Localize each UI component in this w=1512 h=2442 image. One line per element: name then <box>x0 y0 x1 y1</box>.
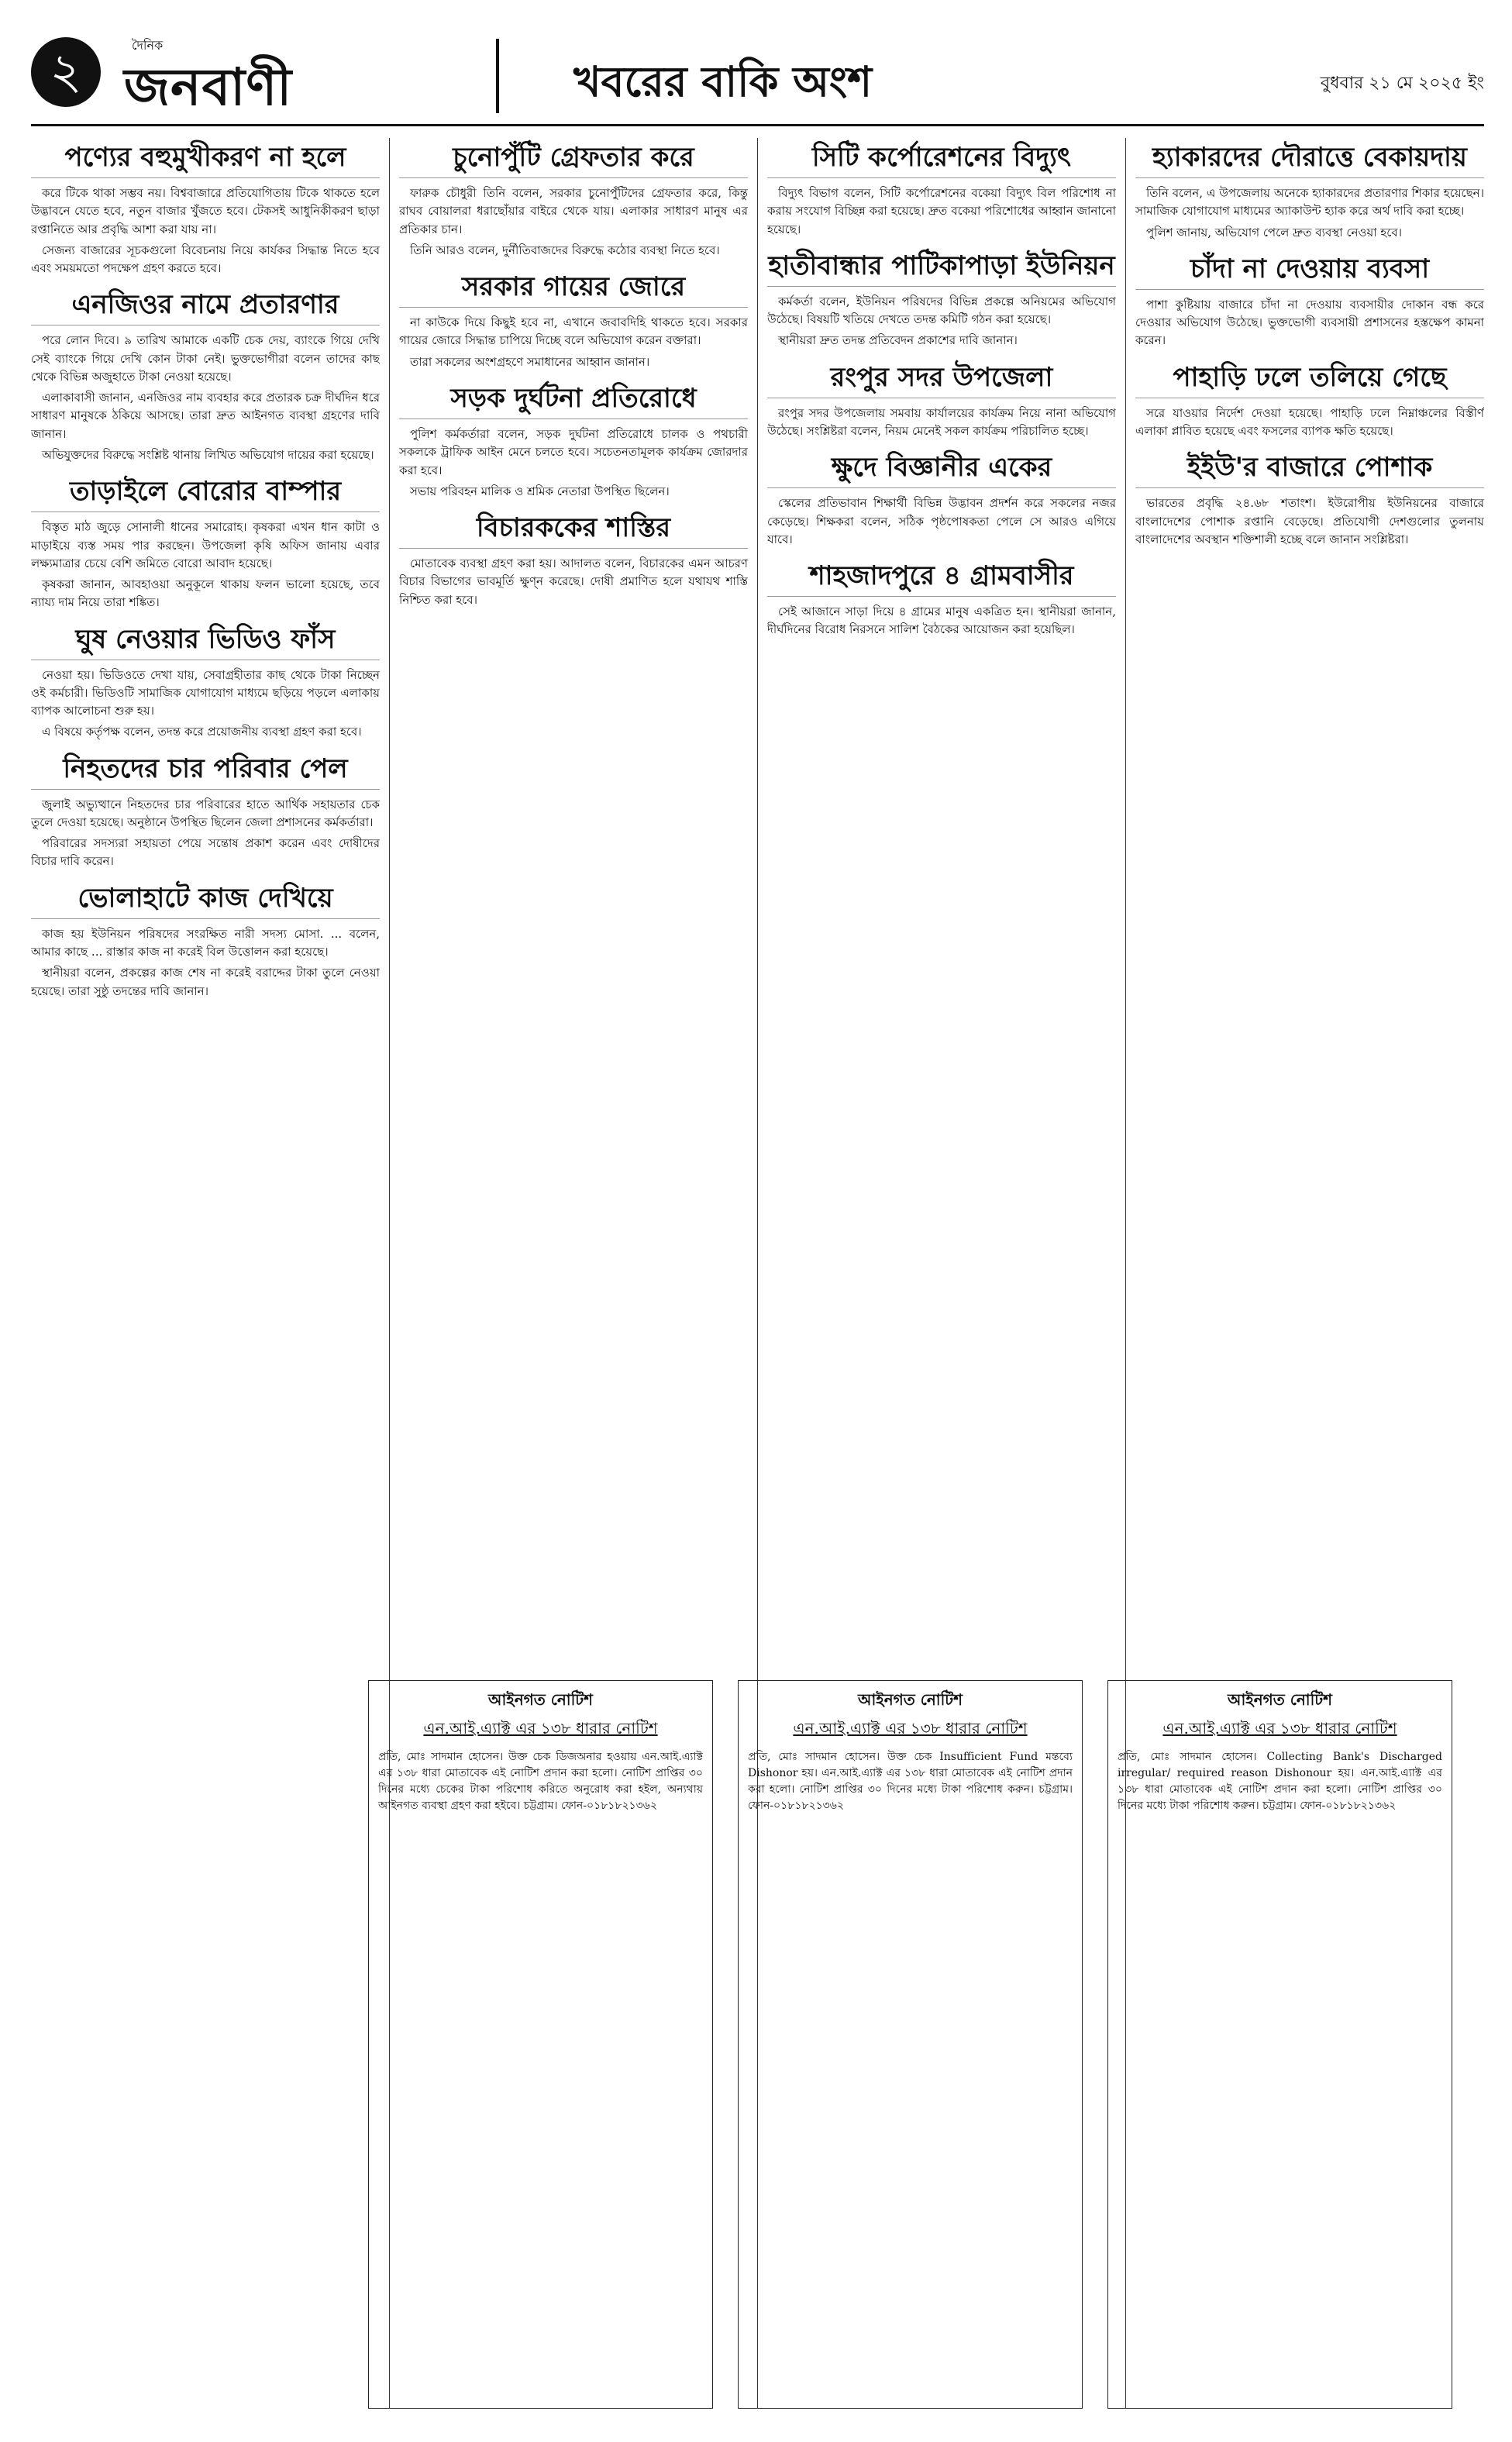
story-paragraph: মোতাবেক ব্যবস্থা গ্রহণ করা হয়। আদালত বলেন, বিচারকের এমন আচরণ বিচার বিভাগের ভাবমূর্তি ক্ষুণ্ন করেছে। দোষী প্রমাণিত হলে যথাযথ শাস্তি নিশ্চিত করা হবে। <box>399 556 748 607</box>
story-paragraph: বিস্তৃত মাঠ জুড়ে সোনালী ধানের সমারোহ। কৃষকরা এখন ধান কাটা ও মাড়াইয়ে ব্যস্ত সময় পার করছেন। উপজেলা কৃষি অফিস জানায় এবার লক্ষ্যমাত্রার চেয়ে বেশি জমিতে বোরো আবাদ হয়েছে। <box>31 520 380 570</box>
story-paragraph: অভিযুক্তদের বিরুদ্ধে সংশ্লিষ্ট থানায় লিখিত অভিযোগ দায়ের করা হয়েছে। <box>42 447 374 462</box>
story-paragraph: পুলিশ কর্মকর্তারা বলেন, সড়ক দুর্ঘটনা প্রতিরোধে চালক ও পথচারী সকলকে ট্রাফিক আইন মেনে চলতে হবে। সচেতনতামূলক কার্যক্রম জোরদার করা হবে। <box>399 427 748 477</box>
news-story <box>767 143 1116 239</box>
story-body <box>31 666 380 742</box>
legal-notice <box>368 1680 713 2409</box>
dateline: বুধবার ২১ মে ২০২৫ ইং <box>1320 74 1484 93</box>
news-story <box>767 251 1116 350</box>
story-body <box>767 494 1116 549</box>
story-headline: চাঁদা না দেওয়ায় ব্যবসা <box>1135 254 1484 290</box>
story-headline: রংপুর সদর উপজেলা <box>767 363 1116 398</box>
story-paragraph: কাজ হয় ইউনিয়ন পরিষদের সংরক্ষিত নারী সদস্য মোসা. ... বলেন, আমার কাছে ... রাস্তার কাজ না করেই বিল উত্তোলন করা হয়েছে। <box>31 926 380 959</box>
story-body <box>399 425 748 501</box>
story-paragraph: স্কেলের প্রতিভাবান শিক্ষার্থী বিভিন্ন উদ্ভাবন প্রদর্শন করে সকলের নজর কেড়েছে। শিক্ষকরা বলেন, সঠিক পৃষ্ঠপোষকতা পেলে সে আরও এগিয়ে যাবে। <box>767 496 1116 546</box>
page-number: ২ <box>31 37 101 107</box>
story-headline: পণ্যের বহুমুখীকরণ না হলে <box>31 143 380 178</box>
story-paragraph: বিদ্যুৎ বিভাগ বলেন, সিটি কর্পোরেশনের বকেয়া বিদ্যুৎ বিল পরিশোধ না করায় সংযোগ বিচ্ছিন্ন করা হয়েছে। দ্রুত বকেয়া পরিশোধের আহ্বান জানানো হয়েছে। <box>767 186 1116 236</box>
story-headline: সড়ক দুর্ঘটনা প্রতিরোধে <box>399 384 748 419</box>
news-story <box>1135 254 1484 350</box>
story-body <box>1135 405 1484 441</box>
news-story <box>31 290 380 464</box>
story-headline: সিটি কর্পোরেশনের বিদ্যুৎ <box>767 143 1116 178</box>
story-headline: ঘুষ নেওয়ার ভিডিও ফাঁস <box>31 625 380 660</box>
news-story <box>1135 143 1484 242</box>
story-paragraph: এ বিষয়ে কর্তৃপক্ষ বলেন, তদন্ত করে প্রয়োজনীয় ব্যবস্থা গ্রহণ করা হবে। <box>42 725 362 739</box>
story-paragraph: জুলাই অভ্যুত্থানে নিহতদের চার পরিবারের হাতে আর্থিক সহায়তার চেক তুলে দেওয়া হয়েছে। অনুষ্ঠানে উপস্থিত ছিলেন জেলা প্রশাসনের কর্মকর্তারা। <box>31 797 380 829</box>
story-headline: হ্যাকারদের দৌরাত্তে বেকায়দায় <box>1135 143 1484 178</box>
news-story <box>767 561 1116 639</box>
story-headline: চুনোপুঁটি গ্রেফতার করে <box>399 143 748 178</box>
story-paragraph: কর্মকর্তা বলেন, ইউনিয়ন পরিষদের বিভিন্ন প্রকল্পে অনিয়মের অভিযোগ উঠেছে। বিষয়টি খতিয়ে দেখতে তদন্ত কমিটি গঠন করা হয়েছে। <box>767 294 1116 327</box>
news-story <box>399 384 748 501</box>
story-headline: পাহাড়ি ঢলে তলিয়ে গেছে <box>1135 363 1484 398</box>
story-paragraph: এলাকাবাসী জানান, এনজিওর নাম ব্যবহার করে প্রতারক চক্র দীর্ঘদিন ধরে সাধারণ মানুষকে ঠকিয়ে আসছে। তারা দ্রুত আইনগত ব্যবস্থা গ্রহণের দাবি জানান। <box>31 391 380 441</box>
news-story <box>399 272 748 371</box>
notice-kicker: আইনগত নোটিশ <box>857 1690 963 1709</box>
legal-notice <box>738 1680 1083 2409</box>
story-body <box>399 314 748 371</box>
story-paragraph: পাশা কুষ্টিয়ায় বাজারে চাঁদা না দেওয়ায় ব্যবসায়ীর দোকান বন্ধ করে দেওয়ার অভিযোগ উঠেছে। ভুক্তভোগী ব্যবসায়ী প্রশাসনের হস্তক্ষেপ কামনা করেন। <box>1135 297 1484 348</box>
story-paragraph: রংপুর সদর উপজেলায় সমবায় কার্যালয়ের কার্যক্রম নিয়ে নানা অভিযোগ উঠেছে। সংশ্লিষ্টরা বলেন, নিয়ম মেনেই সকল কার্যক্রম পরিচালিত হচ্ছে। <box>767 405 1116 439</box>
news-story <box>31 477 380 611</box>
story-paragraph: ভারতের প্রবৃদ্ধি ২৪.৬৮ শতাংশ। ইউরোপীয় ইউনিয়নের বাজারে বাংলাদেশের পোশাক রপ্তানি বেড়েছে। প্রতিযোগী দেশগুলোর তুলনায় বাংলাদেশের অবস্থান শক্তিশালী হচ্ছে বলে জানান সংশ্লিষ্টরা। <box>1135 496 1484 546</box>
story-paragraph: ফারুক চৌধুরী তিনি বলেন, সরকার চুনোপুঁটিদের গ্রেফতার করে, কিন্তু রাঘব বোয়ালরা ধরাছোঁয়ার বাইরে থেকে যায়। এলাকার সাধারণ মানুষ এর প্রতিকার চান। <box>399 186 748 236</box>
story-body <box>31 925 380 1001</box>
story-headline: ইইউ'র বাজারে পোশাক <box>1135 453 1484 488</box>
story-body <box>31 332 380 464</box>
news-story <box>31 143 380 277</box>
news-story <box>1135 453 1484 549</box>
story-headline: ক্ষুদে বিজ্ঞানীর একের <box>767 453 1116 488</box>
story-paragraph: পরে লোন দিবে। ৯ তারিখ আমাকে একটি চেক দেয়, ব্যাংকে গিয়ে দেখি সেই ব্যাংকে গিয়ে দেখি কোন টাকা নেই। ভুক্তভোগীরা বলেন তাদের কাছ থেকে বিভিন্ন অজুহাতে টাকা নেওয়া হয়েছে। <box>31 333 380 384</box>
story-body <box>399 555 748 609</box>
story-body <box>31 184 380 277</box>
story-paragraph: পুলিশ জানায়, অভিযোগ পেলে দ্রুত ব্যবস্থা নেওয়া হবে। <box>1146 225 1403 239</box>
news-story <box>31 625 380 742</box>
story-body <box>31 518 380 611</box>
story-body <box>767 184 1116 239</box>
story-body <box>1135 296 1484 350</box>
story-headline: শাহজাদপুরে ৪ গ্রামবাসীর <box>767 561 1116 597</box>
story-paragraph: সরে যাওয়ার নির্দেশ দেওয়া হয়েছে। পাহাড়ি ঢলে নিম্নাঞ্চলের বিস্তীর্ণ এলাকা প্লাবিত হয়েছে এবং ফসলের ব্যাপক ক্ষতি হয়েছে। <box>1135 405 1484 439</box>
story-paragraph: সেজন্য বাজারের সূচকগুলো বিবেচনায় নিয়ে কার্যকর সিদ্ধান্ত নিতে হবে এবং সময়মতো পদক্ষেপ গ্রহণ করতে হবে। <box>31 243 380 276</box>
news-story <box>31 754 380 871</box>
legal-notices <box>368 1680 1453 2409</box>
legal-notice <box>1107 1680 1452 2409</box>
story-headline: বিচারককের শাস্তির <box>399 513 748 549</box>
story-headline: হাতীবান্ধার পাটিকাপাড়া ইউনিয়ন <box>767 251 1116 287</box>
news-story <box>399 143 748 260</box>
story-paragraph: তিনি বলেন, এ উপজেলায় অনেকে হ্যাকারদের প্রতারণার শিকার হয়েছেন। সামাজিক যোগাযোগ মাধ্যমের অ্যাকাউন্ট হ্যাক করে অর্থ দাবি করা হচ্ছে। <box>1135 186 1484 219</box>
story-body <box>31 796 380 871</box>
story-paragraph: স্থানীয়রা বলেন, প্রকল্পের কাজ শেষ না করেই বরাদ্দের টাকা তুলে নেওয়া হয়েছে। তারা সুষ্ঠু তদন্তের দাবি জানান। <box>31 966 380 998</box>
story-body <box>767 293 1116 350</box>
story-paragraph: পরিবারের সদস্যরা সহায়তা পেয়ে সন্তোষ প্রকাশ করেন এবং দোষীদের বিচার দাবি করেন। <box>31 836 380 869</box>
masthead <box>31 31 1484 126</box>
story-paragraph: নেওয়া হয়। ভিডিওতে দেখা যায়, সেবাগ্রহীতার কাছ থেকে টাকা নিচ্ছেন ওই কর্মচারী। ভিডিওটি সামাজিক যোগাযোগ মাধ্যমে ছড়িয়ে পড়লে এলাকায় ব্যাপক আলোচনা শুরু হয়। <box>31 667 380 718</box>
notice-body: প্রতি, মোঃ সাদমান হোসেন। উক্ত চেক Insufficient Fund মন্তব্যে Dishonor হয়। এন.আই.এ্যাক্ট এর ১৩৮ ধারা মোতাবেক এই নোটিশ প্রদান করা হলো। নোটিশ প্রাপ্তির ৩০ দিনের মধ্যে টাকা পরিশোধ করুন। চট্টগ্রাম। ফোন-০১৮১৮২১৩৬২ <box>748 1751 1073 1812</box>
story-headline: সরকার গায়ের জোরে <box>399 272 748 308</box>
story-paragraph: স্থানীয়রা দ্রুত তদন্ত প্রতিবেদন প্রকাশের দাবি জানান। <box>778 333 1018 348</box>
story-paragraph: সেই আজানে সাড়া দিয়ে ৪ গ্রামের মানুষ একত্রিত হন। স্থানীয়রা জানান, দীর্ঘদিনের বিরোধ নিরসনে সালিশ বৈঠকের আয়োজন করা হয়েছিল। <box>767 604 1116 637</box>
story-paragraph: তিনি আরও বলেন, দুর্নীতিবাজদের বিরুদ্ধে কঠোর ব্যবস্থা নিতে হবে। <box>410 243 720 257</box>
story-paragraph: করে টিকে থাকা সম্ভব নয়। বিশ্ববাজারে প্রতিযোগিতায় টিকে থাকতে হলে উদ্ভাবনে যেতে হবে, নতুন বাজার খুঁজতে হবে। টেকসই আধুনিকীকরণ ছাড়া রপ্তানিতে আর প্রবৃদ্ধি আশা করা যায় না। <box>31 186 380 236</box>
news-story <box>1135 363 1484 441</box>
story-body <box>767 603 1116 639</box>
story-paragraph: তারা সকলের অংশগ্রহণে সমাধানের আহ্বান জানান। <box>410 354 650 369</box>
story-body <box>1135 184 1484 242</box>
notice-kicker: আইনগত নোটিশ <box>1227 1690 1333 1709</box>
notice-kicker: আইনগত নোটিশ <box>487 1690 594 1709</box>
story-paragraph: কৃষকরা জানান, আবহাওয়া অনুকূলে থাকায় ফলন ভালো হয়েছে, তবে ন্যায্য দাম নিয়ে তারা শঙ্কিত। <box>31 577 380 610</box>
story-paragraph: না কাউকে দিয়ে কিছুই হবে না, এখানে জবাবদিহি থাকতে হবে। সরকার গায়ের জোরে সিদ্ধান্ত চাপিয়ে দিচ্ছে বলে অভিযোগ করেন বক্তারা। <box>399 315 748 348</box>
column-1 <box>31 138 380 2409</box>
section-title: খবরের বাকি অংশ <box>573 57 873 106</box>
notice-body: প্রতি, মোঃ সাদমান হোসেন। উক্ত চেক ডিজঅনার হওয়ায় এন.আই.এ্যাক্ট এর ১৩৮ ধারা মোতাবেক এই নোটিশ প্রদান করা হলো। নোটিশ প্রাপ্তির ৩০ দিনের মধ্যে চেকের টাকা পরিশোধ করিতে অনুরোধ করা হইল, অন্যথায় আইনগত ব্যবস্থা গ্রহণ করা হইবে। চট্টগ্রাম। ফোন-০১৮১৮২১৩৬২ <box>378 1751 703 1812</box>
notice-body: প্রতি, মোঃ সাদমান হোসেন। Collecting Bank's Discharged irregular/ required reason Dishonour হয়। এন.আই.এ্যাক্ট এর ১৩৮ ধারা মোতাবেক এই নোটিশ প্রদান করা হলো। নোটিশ প্রাপ্তির ৩০ দিনের মধ্যে টাকা পরিশোধ করুন। চট্টগ্রাম। ফোন-০১৮১৮২১৩৬২ <box>1118 1751 1442 1812</box>
newspaper-logo: জনবাণী <box>124 57 293 117</box>
notice-title: এন.আই.এ্যাক্ট এর ১৩৮ ধারার নোটিশ <box>1162 1719 1397 1738</box>
logo-prefix: দৈনিক <box>132 38 164 53</box>
notice-title: এন.আই.এ্যাক্ট এর ১৩৮ ধারার নোটিশ <box>793 1719 1028 1738</box>
news-story <box>31 883 380 1001</box>
story-headline: ভোলাহাটে কাজ দেখিয়ে <box>31 883 380 919</box>
masthead-divider <box>496 39 499 113</box>
story-headline: নিহতদের চার পরিবার পেল <box>31 754 380 790</box>
story-body <box>767 405 1116 441</box>
story-headline: তাড়াইলে বোরোর বাম্পার <box>31 477 380 512</box>
news-story <box>399 513 748 609</box>
story-body <box>399 184 748 260</box>
news-story <box>767 363 1116 441</box>
story-headline: এনজিওর নামে প্রতারণার <box>31 290 380 325</box>
news-story <box>767 453 1116 549</box>
story-paragraph: সভায় পরিবহন মালিক ও শ্রমিক নেতারা উপস্থিত ছিলেন। <box>410 484 670 498</box>
story-body <box>1135 494 1484 549</box>
notice-title: এন.আই.এ্যাক্ট এর ১৩৮ ধারার নোটিশ <box>423 1719 658 1738</box>
